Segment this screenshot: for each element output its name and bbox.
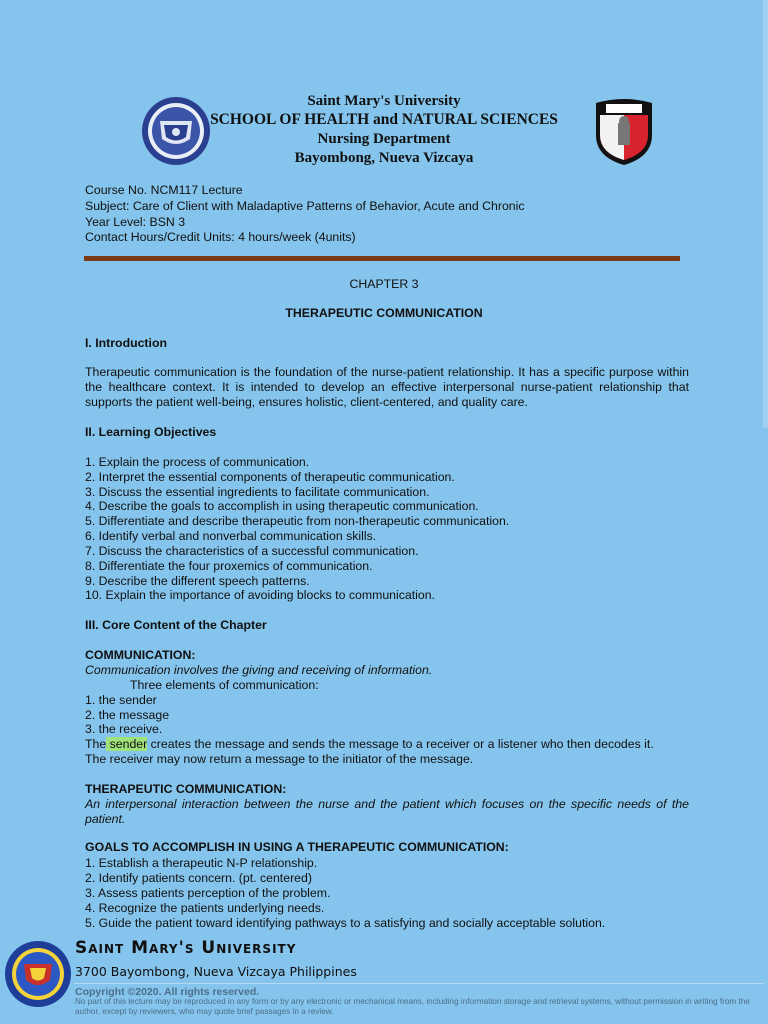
communication-definition: Communication involves the giving and receiving of information. bbox=[85, 663, 433, 677]
therapeutic-heading: THERAPEUTIC COMMUNICATION: bbox=[85, 782, 287, 796]
sender-sentence bbox=[85, 737, 654, 752]
objective-item: 5. Differentiate and describe therapeutic from non-therapeutic communication. bbox=[85, 514, 510, 528]
university-name: Saint Mary's University bbox=[307, 93, 461, 109]
department-name: Nursing Department bbox=[317, 131, 451, 147]
objective-item: 10. Explain the importance of avoiding blocks to communication. bbox=[85, 588, 435, 602]
goal-item: 1. Establish a therapeutic N-P relationship. bbox=[85, 856, 318, 870]
objective-item: 7. Discuss the characteristics of a successful communication. bbox=[85, 544, 419, 558]
school-name: SCHOOL OF HEALTH and NATURAL SCIENCES bbox=[210, 111, 558, 128]
goals-heading: GOALS TO ACCOMPLISH IN USING A THERAPEUTIC COMMUNICATION: bbox=[85, 840, 509, 854]
copyright-text: Copyright ©2020. All rights reserved. bbox=[75, 986, 260, 998]
school-shield-icon bbox=[592, 97, 656, 167]
course-subject: Subject: Care of Client with Maladaptive Patterns of Behavior, Acute and Chronic bbox=[85, 199, 525, 213]
footer-university-name: Saint Mary's University bbox=[75, 938, 297, 958]
goal-item: 4. Recognize the patients underlying needs. bbox=[85, 901, 325, 915]
intro-paragraph: Therapeutic communication is the foundation of the nurse-patient relationship. It has a specific purpose within the healthcare context. It is intended to develop an effective interpersonal nurse-patient relationship that supports the patient well-being, ensures holistic, client-centered, and quality care. bbox=[85, 365, 689, 409]
divider-rule bbox=[84, 256, 680, 261]
therapeutic-definition: An interpersonal interaction between the nurse and the patient which focuses on the specific needs of the patient. bbox=[85, 797, 689, 826]
objective-item: 4. Describe the goals to accomplish in using therapeutic communication. bbox=[85, 499, 479, 513]
sender-sentence-line2: The receiver may now return a message to the initiator of the message. bbox=[85, 752, 474, 766]
highlighted-word: sender bbox=[106, 737, 148, 751]
sender-pre: The bbox=[85, 737, 107, 751]
footer-divider bbox=[74, 983, 764, 984]
elements-intro: Three elements of communication: bbox=[130, 678, 319, 692]
year-level: Year Level: BSN 3 bbox=[85, 215, 186, 229]
contact-hours: Contact Hours/Credit Units: 4 hours/week (4units) bbox=[85, 230, 356, 244]
chapter-number: CHAPTER 3 bbox=[349, 277, 419, 291]
objectives-heading: II. Learning Objectives bbox=[85, 425, 217, 439]
location: Bayombong, Nueva Vizcaya bbox=[294, 150, 474, 166]
chapter-title: THERAPEUTIC COMMUNICATION bbox=[285, 306, 483, 320]
goal-item: 2. Identify patients concern. (pt. centered) bbox=[85, 871, 312, 885]
communication-heading: COMMUNICATION: bbox=[85, 648, 196, 662]
element-item: 1. the sender bbox=[85, 693, 157, 707]
element-item: 3. the receive. bbox=[85, 722, 163, 736]
objective-item: 3. Discuss the essential ingredients to facilitate communication. bbox=[85, 485, 430, 499]
sender-post: creates the message and sends the message to a receiver or a listener who then decodes it. bbox=[147, 737, 654, 751]
course-number: Course No. NCM117 Lecture bbox=[85, 183, 243, 197]
footer-seal-icon bbox=[4, 940, 72, 1008]
objective-item: 2. Interpret the essential components of therapeutic communication. bbox=[85, 470, 455, 484]
footer-address: 3700 Bayombong, Nueva Vizcaya Philippines bbox=[75, 964, 357, 979]
element-item: 2. the message bbox=[85, 708, 170, 722]
core-heading: III. Core Content of the Chapter bbox=[85, 618, 267, 632]
objective-item: 1. Explain the process of communication. bbox=[85, 455, 310, 469]
page-edge bbox=[763, 0, 768, 428]
goal-item: 3. Assess patients perception of the problem. bbox=[85, 886, 331, 900]
objective-item: 8. Differentiate the four proxemics of communication. bbox=[85, 559, 373, 573]
objective-item: 9. Describe the different speech patterns. bbox=[85, 574, 310, 588]
goal-item: 5. Guide the patient toward identifying pathways to a satisfying and socially acceptable solution. bbox=[85, 916, 606, 930]
intro-heading: I. Introduction bbox=[85, 336, 167, 350]
objective-item: 6. Identify verbal and nonverbal communication skills. bbox=[85, 529, 377, 543]
copyright-notice: No part of this lecture may be reproduced in any form or by any electronic or mechanical means, including information storage and retrieval systems, without permission in writing from the author, except by reviewers, who may quote brief passages in a review. bbox=[75, 997, 750, 1016]
